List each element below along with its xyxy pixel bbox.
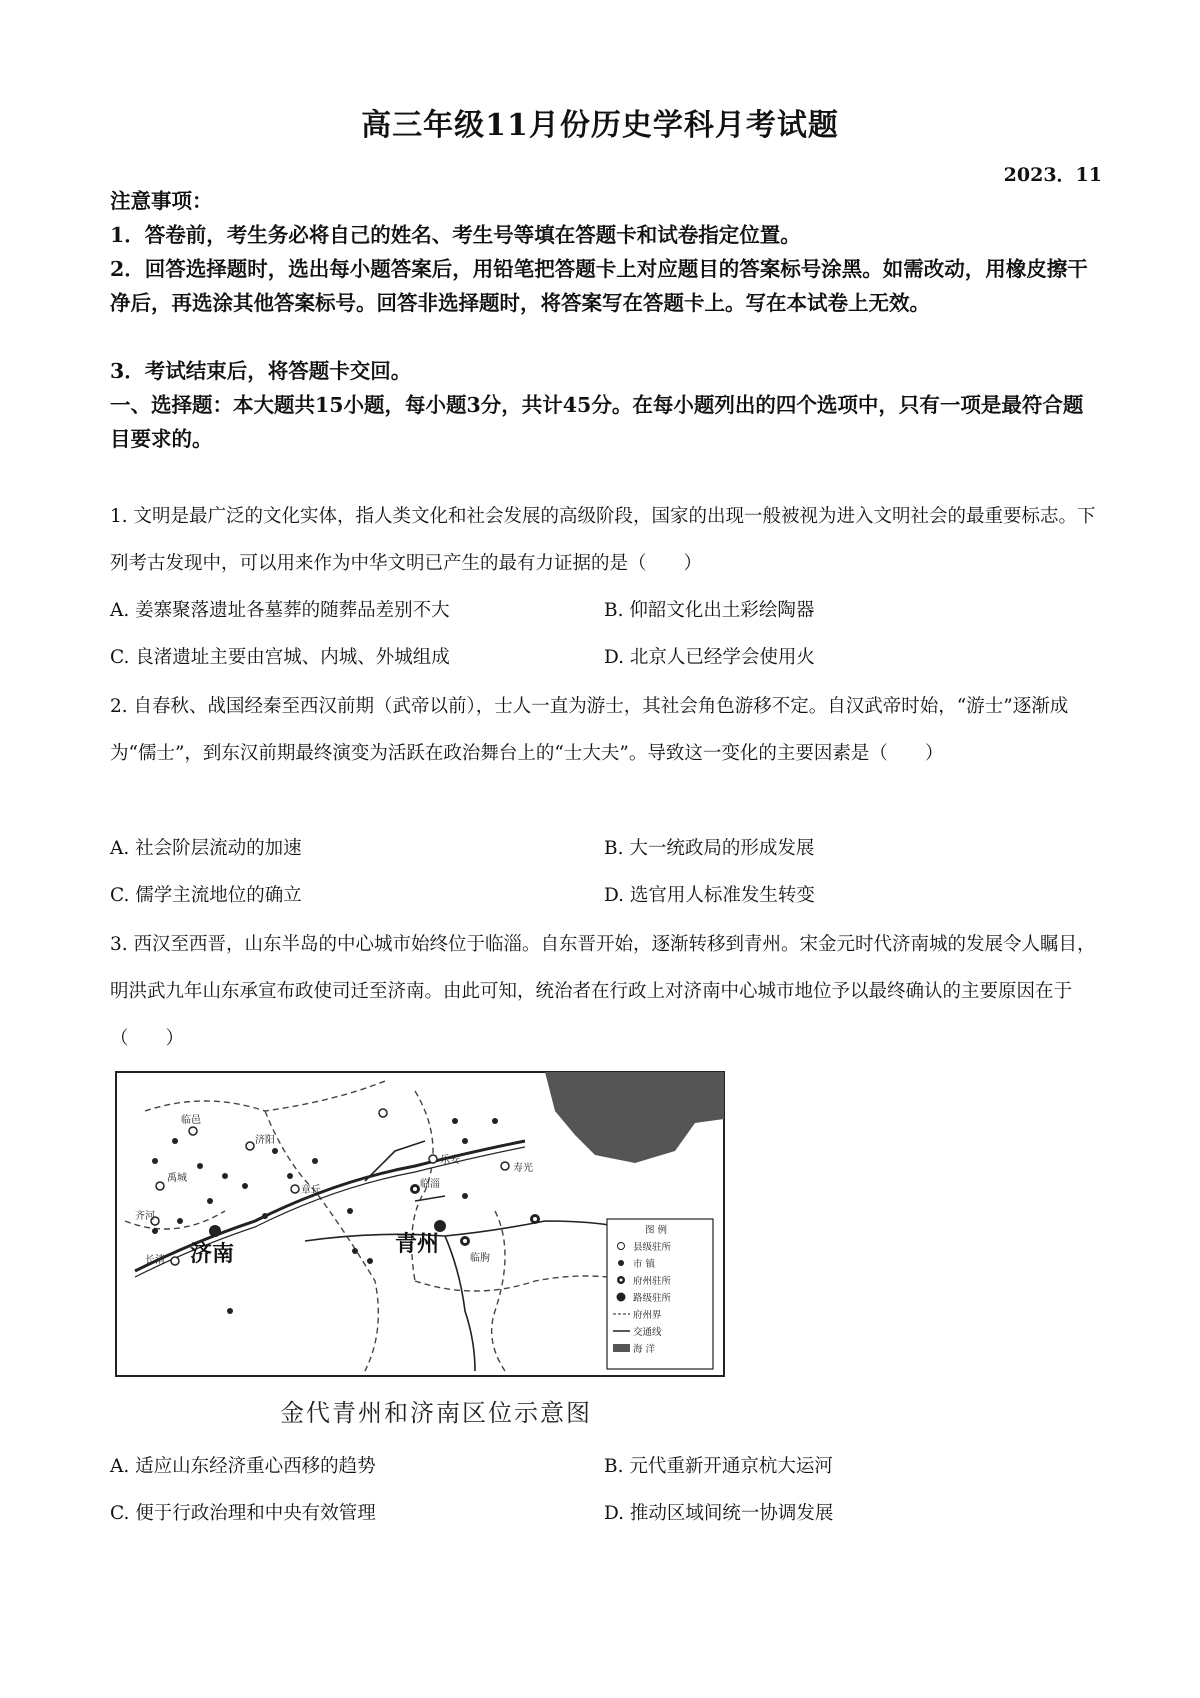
map-figure: [115, 1071, 725, 1377]
question-1-option-d[interactable]: D. 北京人已经学会使用火: [604, 647, 815, 668]
legend-item: 市 镇: [633, 1259, 656, 1270]
notice-item-1: 1．答卷前，考生务必将自己的姓名、考生号等填在答题卡和试卷指定位置。: [110, 223, 801, 247]
notice-heading: 注意事项：: [110, 189, 213, 213]
place-label: 禹城: [167, 1173, 187, 1184]
map-caption: 金代青州和济南区位示意图: [280, 1399, 592, 1427]
city-label-jinan: 济南: [190, 1242, 235, 1267]
legend-item: 路级驻所: [633, 1293, 672, 1304]
place-label: 章丘: [301, 1185, 321, 1196]
legend-item: 交通线: [633, 1327, 662, 1338]
exam-title: 高三年级11月份历史学科月考试题: [361, 108, 839, 143]
notice-item-2: 2．回答选择题时，选出每小题答案后，用铅笔把答题卡上对应题目的答案标号涂黑。如需改动，用橡皮擦干净后，再选涂其他答案标号。回答非选择题时，将答案写在答题卡上。写在本试卷上无效。: [110, 257, 1088, 315]
notice-item-3: 3．考试结束后，将答题卡交回。: [110, 359, 412, 383]
legend-title: 图 例: [645, 1225, 668, 1236]
question-3-stem: 3. 西汉至西晋，山东半岛的中心城市始终位于临淄。自东晋开始，逐渐转移到青州。宋金元时代济南城的发展令人瞩目，明洪武九年山东承宣布政使司迁至济南。由此可知，统治者在行政上对济南中心城市地位予以最终确认的主要原因在于（ ）: [110, 934, 1096, 1049]
question-3-option-b[interactable]: B. 元代重新开通京杭大运河: [604, 1456, 833, 1477]
section-heading: 一、选择题：本大题共15小题，每小题3分，共计45分。在每小题列出的四个选项中，只有一项是最符合题目要求的。: [110, 393, 1084, 451]
place-label: 临淄: [420, 1179, 440, 1190]
place-label: 临邑: [181, 1115, 201, 1126]
question-1-stem: 1. 文明是最广泛的文化实体，指人类文化和社会发展的高级阶段，国家的出现一般被视为进入文明社会的最重要标志。下列考古发现中，可以用来作为中华文明已产生的最有力证据的是（ ）: [110, 506, 1096, 574]
question-1-option-a[interactable]: A. 姜寨聚落遗址各墓葬的随葬品差别不大: [110, 600, 450, 621]
question-2-option-c[interactable]: C. 儒学主流地位的确立: [110, 885, 302, 906]
question-3-option-c[interactable]: C. 便于行政治理和中央有效管理: [110, 1503, 376, 1524]
question-2-option-a[interactable]: A. 社会阶层流动的加速: [110, 838, 302, 859]
place-label: 乐安: [440, 1155, 460, 1166]
question-2-option-d[interactable]: D. 选官用人标准发生转变: [604, 885, 815, 906]
question-3-option-a[interactable]: A. 适应山东经济重心西移的趋势: [110, 1456, 376, 1477]
legend-item: 府州驻所: [633, 1276, 672, 1287]
question-3-option-d[interactable]: D. 推动区域间统一协调发展: [604, 1503, 834, 1524]
place-label: 齐河: [135, 1211, 155, 1222]
question-1-option-c[interactable]: C. 良渚遗址主要由宫城、内城、外城组成: [110, 647, 450, 668]
place-label: 寿光: [513, 1163, 533, 1174]
map-legend: [607, 1219, 713, 1369]
exam-date: 2023．11: [1003, 164, 1102, 186]
place-label: 长清: [145, 1255, 165, 1266]
legend-item: 海 洋: [633, 1344, 656, 1355]
city-label-qingzhou: 青州: [395, 1232, 440, 1257]
legend-item: 县级驻所: [633, 1242, 672, 1253]
place-label: 济阳: [255, 1135, 275, 1146]
place-label: 临朐: [470, 1253, 490, 1264]
question-2-option-b[interactable]: B. 大一统政局的形成发展: [604, 838, 815, 859]
legend-item: 府州界: [633, 1310, 662, 1321]
question-2-stem: 2. 自春秋、战国经秦至西汉前期（武帝以前），士人一直为游士，其社会角色游移不定。自汉武帝时始，“游士”逐渐成为“儒士”，到东汉前期最终演变为活跃在政治舞台上的“士大夫”。导致这一变化的主要因素是（ ）: [110, 696, 1069, 764]
question-1-option-b[interactable]: B. 仰韶文化出土彩绘陶器: [604, 600, 815, 621]
